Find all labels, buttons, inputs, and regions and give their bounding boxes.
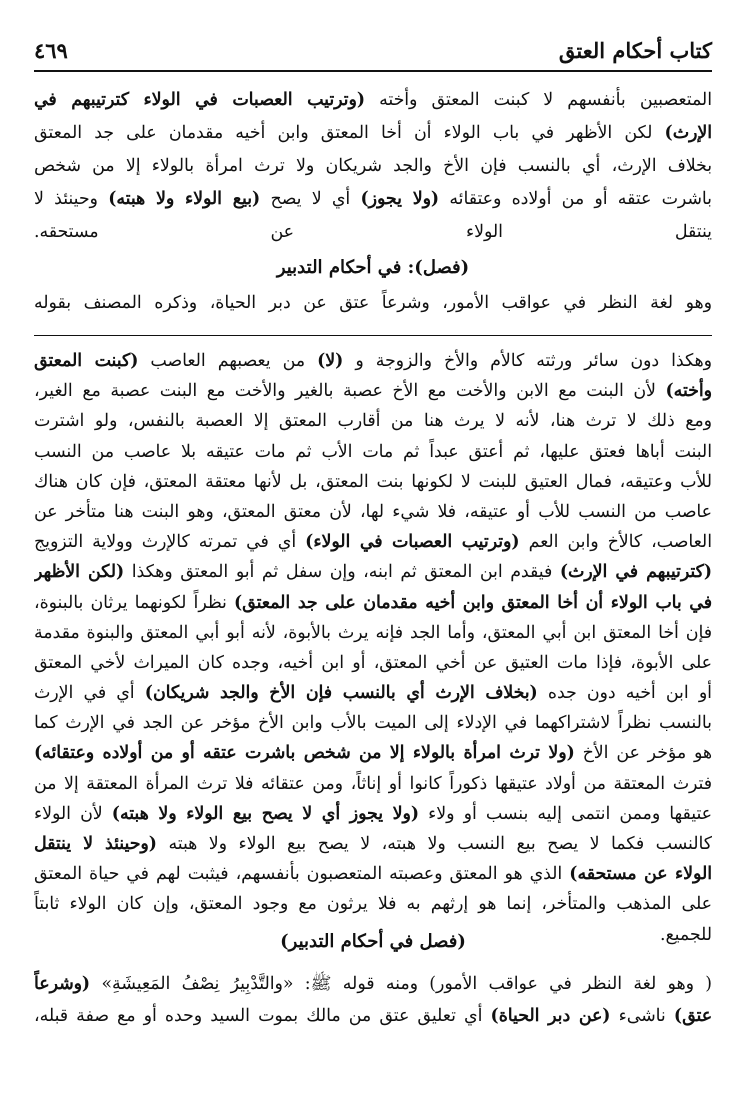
text-segment: العاصب، كالأخ وابن العم [519, 532, 712, 553]
running-title: كتاب أحكام العتق [558, 38, 712, 63]
text-segment: أي في الإرث [34, 683, 145, 704]
text-line [34, 618, 712, 648]
text-segment: أي تعليق عتق من مالك بموت السيد وحده أو مع صفة قبله، [34, 1006, 491, 1026]
text-segment: وحينئذ لا [34, 189, 109, 209]
text-segment: عتيقها وممن انتمى إليه بنسب أو ولاء [419, 803, 712, 824]
bold-matn-text: (بخلاف الإرث أي بالنسب فإن الأخ والجد شريكان) [144, 683, 538, 704]
text-segment: من يعصبهم العاصب [138, 351, 318, 371]
text-line [34, 287, 712, 320]
text-segment: على الأبوة، فإذا مات العتيق عن أخي المعتق، أو ابن أخيه، وجده كان الميراث لأخي المعتق [34, 652, 712, 673]
text-segment: البنت أباها فعتق عليها، ثم أعتق عبداً ثم مات الأب ثم مات عتيقه بلا عاصب من النسب [34, 441, 712, 462]
text-segment: وهكذا دون سائر ورثته كالأم والأخ والزوجة و [343, 351, 712, 371]
text-line [34, 889, 712, 919]
text-line [34, 557, 712, 587]
bold-matn-text: الإرث) [664, 123, 712, 143]
bold-matn-text: (كبنت المعتق [34, 351, 139, 371]
bold-matn-text: عتق) [673, 1006, 712, 1026]
text-line [34, 588, 712, 618]
text-segment: ناشىء [610, 1006, 674, 1026]
main-text [34, 84, 712, 249]
page-number: ٤٦٩ [34, 38, 68, 63]
text-line [34, 216, 712, 249]
text-line [34, 150, 712, 183]
text-line [34, 497, 712, 527]
text-line [34, 799, 712, 829]
text-line [34, 376, 712, 406]
text-segment: الذي هو المعتق وعصبته المتعصبون بأنفسهم، فيثبت لهم في حياة المعتق [34, 864, 570, 885]
bold-matn-text: (بيع الولاء ولا هبته) [108, 189, 261, 209]
text-segment: أو ابن أخيه دون جده [537, 683, 712, 704]
text-segment: للجميع. [659, 924, 712, 945]
text-line [34, 183, 712, 216]
text-line [34, 829, 712, 859]
commentary-separator [34, 335, 712, 336]
text-line [34, 859, 712, 889]
text-segment: لكن الأظهر في باب الولاء أن أخا المعتق وابن أخيه مقدمان على جد المعتق [34, 123, 665, 143]
bold-matn-text: وأخته) [665, 381, 712, 402]
text-segment: ينتقل الولاء عن مستحقه. [34, 222, 712, 242]
text-segment: فترث المعتقة من أولاد عتيقها ذكوراً كانوا أو إناثاً، ومن عتقائه فلا ترث المرأة المعتقة إلا من [34, 773, 712, 794]
bold-matn-text: (كترتيبهم في الإرث) [559, 562, 712, 583]
text-segment: كالنسب فكما لا يصح بيع النسب ولا هبته، لا يصح بيع الولاء ولا هبته [156, 834, 712, 854]
bold-matn-text: (عن دبر الحياة) [490, 1006, 611, 1026]
text-line [34, 437, 712, 467]
bold-matn-text: (لا) [317, 351, 344, 371]
text-line [34, 84, 712, 117]
text-line [34, 406, 712, 436]
text-segment: لأن البنت مع الابن والأخت مع الأخ عصبة بالغير والأخت مع البنت عصبة مع الغير، [34, 381, 666, 402]
text-line [34, 708, 712, 738]
text-segment: ( وهو لغة النظر في عواقب الأمور) ومنه قوله ﷺ: «والتَّدْبِيرُ نِصْفُ المَعِيشَةِ» [90, 974, 712, 994]
text-segment: بخلاف الإرث، أي بالنسب فإن الأخ والجد شريكان ولا ترث امرأة بالولاء إلا من شخص [34, 156, 712, 176]
text-line [34, 968, 712, 1000]
commentary-text [34, 346, 712, 950]
text-segment: ومع ذلك لا ترث هنا، لأنه لا يرث هنا من أقارب المعتق إلا العصبة بالنفس، ولو اشترت [34, 411, 712, 432]
text-segment: باشرت عتقه أو من أولاده وعتقائه [439, 189, 712, 209]
header-rule [34, 70, 712, 72]
bold-matn-text: في باب الولاء أن أخا المعتق وابن أخيه مقدمان على جد المعتق) [233, 592, 712, 613]
section-heading: (فصل): في أحكام التدبير [276, 257, 470, 278]
text-segment: نظراً لكونهما يرثان بالبنوة، [34, 592, 234, 613]
text-segment: على المذهب والمتأخر، إنما هو إرثهم به فلا يرثون مع وجود المعتق، وإن كان الولاء ثابتاً [34, 894, 712, 915]
text-segment: للأب وعتيقه، فمال العتيق للبنت لا لكونها بنت المعتق، بل لأنها معتقة المعتق، فإن كان هناك [34, 471, 712, 492]
bold-matn-text: (وحينئذ لا ينتقل [34, 834, 157, 854]
bold-matn-text: الولاء عن مستحقه) [569, 864, 712, 885]
text-line [34, 769, 712, 799]
text-line [34, 117, 712, 150]
section-intro-text [34, 287, 712, 320]
text-segment: المتعصبين بأنفسهم لا كبنت المعتق وأخته [365, 90, 712, 110]
bold-matn-text: (وشرعاً [34, 974, 91, 994]
text-segment: فيقدم ابن المعتق ثم ابنه، وإن سفل ثم أبو المعتق وهكذا [124, 562, 560, 583]
page-header [34, 38, 712, 72]
text-line [34, 346, 712, 376]
commentary-section-text [34, 968, 712, 1032]
text-line [34, 738, 712, 768]
bold-matn-text: (لكن الأظهر [34, 562, 125, 583]
text-segment: بالنسب نظراً لاشتراكهما في الإدلاء إلى الميت بالأب وابن الأخ مؤخر عن الجد في الإرث كما [34, 713, 712, 734]
text-line [34, 527, 712, 557]
bold-matn-text: (وترتيب العصبات في الولاء كترتيبهم في [34, 90, 366, 110]
text-segment: فإن أخا المعتق ابن أبي المعتق، وأما الجد فإنه يرث بالأبوة، لأنه أبو أبي المعتق والبنوة مقدمة [34, 622, 712, 643]
text-line [34, 1000, 712, 1032]
bold-matn-text: (ولا يجوز) [360, 189, 440, 209]
text-line [34, 648, 712, 678]
text-segment: أي لا يصح [260, 189, 361, 209]
bold-matn-text: (وترتيب العصبات في الولاء) [305, 532, 520, 553]
bold-matn-text: (ولا ترث امرأة بالولاء إلا من شخص باشرت عتقه أو من أولاده وعتقائه) [34, 743, 575, 764]
text-segment: عاصب من النسب للأب أو عتيقه، فلا شيء لها، لأن معتق المعتق، وهو البنت هنا متأخر عن [34, 501, 712, 522]
text-line [34, 678, 712, 708]
text-segment: أي في تمرته كالإرث وولاية التزويج [34, 532, 306, 553]
bold-matn-text: (ولا يجوز أي لا يصح بيع الولاء ولا هبته) [111, 803, 420, 824]
text-segment: هو مؤخر عن الأخ [574, 743, 712, 764]
commentary-section-heading: (فصل في أحكام التدبير) [280, 931, 466, 952]
text-segment: لأن الولاء [34, 803, 112, 824]
text-line [34, 467, 712, 497]
text-segment: وهو لغة النظر في عواقب الأمور، وشرعاً عتق عن دبر الحياة، وذكره المصنف بقوله [34, 293, 712, 313]
